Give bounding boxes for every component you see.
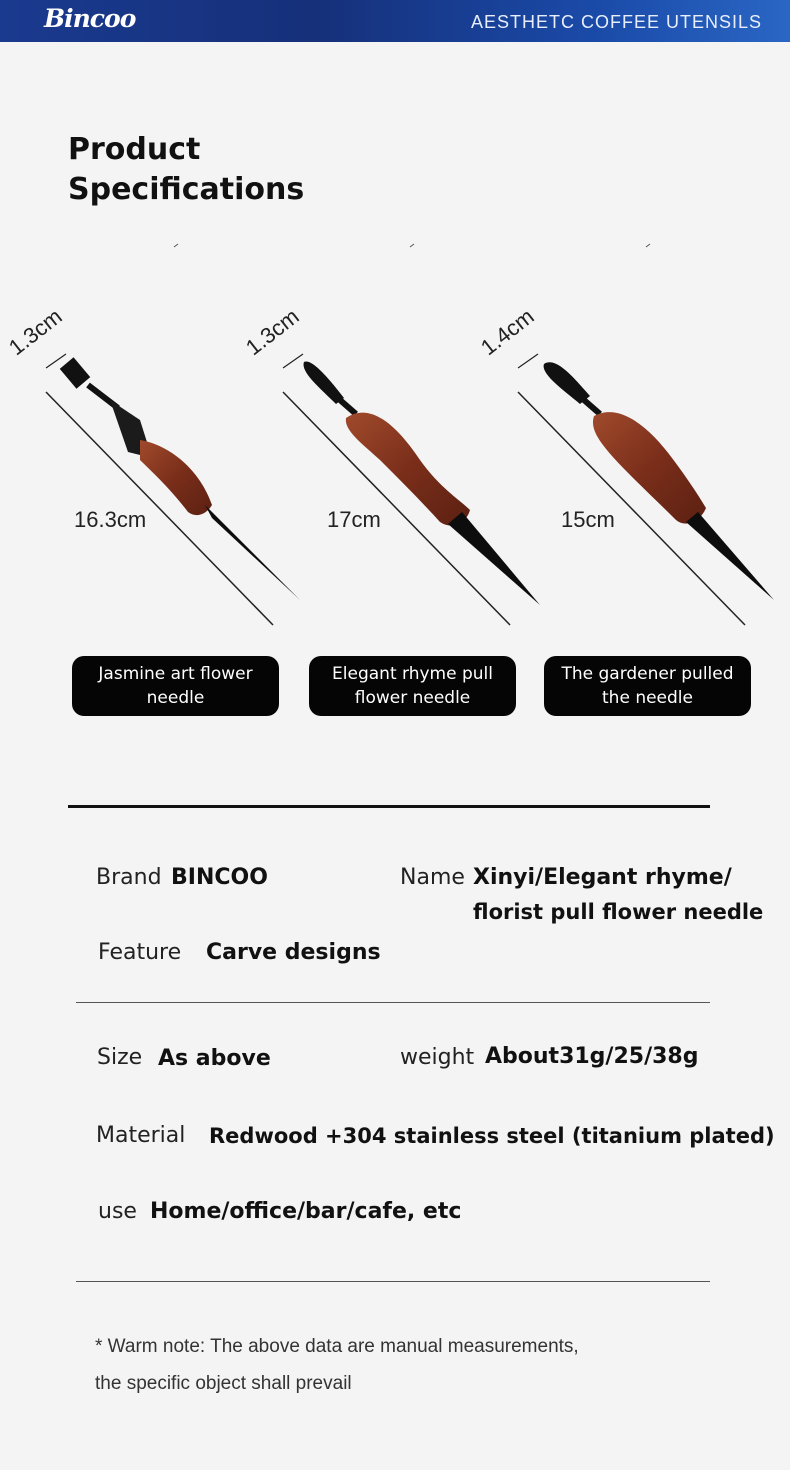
length-label-3: 15cm <box>561 507 615 532</box>
length-line-2 <box>283 392 510 625</box>
tick-mark-2 <box>410 244 414 247</box>
material-value: Redwood +304 stainless steel (titanium plated) <box>209 1124 775 1148</box>
header-tagline: AESTHETC COFFEE UTENSILS <box>470 12 762 32</box>
point-3 <box>686 512 774 600</box>
brand-logo[interactable]: Bincoo <box>44 4 136 33</box>
length-label-1: 16.3cm <box>74 507 147 532</box>
tick-mark-3 <box>646 244 650 247</box>
width-label-3: 1.4cm <box>475 303 539 361</box>
name-label: Name <box>400 865 465 890</box>
weight-value: About31g/25/38g <box>485 1044 699 1069</box>
use-label: use <box>98 1199 137 1224</box>
product-name-pill-3[interactable]: The gardener pulled the needle <box>544 656 751 716</box>
needle-gardener <box>518 354 774 625</box>
tick-mark-1 <box>174 244 178 247</box>
width-line-3 <box>518 354 538 368</box>
neck-2 <box>340 400 356 414</box>
point-1 <box>205 505 300 600</box>
feature-label: Feature <box>98 940 182 965</box>
feature-value: Carve designs <box>206 940 381 965</box>
use-value: Home/office/bar/cafe, etc <box>150 1199 462 1224</box>
material-label: Material <box>96 1123 186 1148</box>
neck-3 <box>584 400 600 414</box>
handle-1 <box>140 440 212 515</box>
product-name-pill-2[interactable]: Elegant rhyme pull flower needle <box>309 656 516 716</box>
needle-jasmine <box>46 354 300 625</box>
name-value-line2: florist pull flower needle <box>473 900 764 924</box>
product-name-pill-1[interactable]: Jasmine art flower needle <box>72 656 279 716</box>
width-label-2: 1.3cm <box>240 303 304 361</box>
width-label-1: 1.3cm <box>3 303 67 361</box>
tip-head-1 <box>60 357 91 388</box>
point-2 <box>448 512 540 605</box>
size-label: Size <box>97 1045 143 1070</box>
width-line-2 <box>283 354 303 368</box>
section-divider-top <box>68 805 710 808</box>
needle-elegant <box>283 354 540 625</box>
page-title <box>68 130 304 210</box>
warm-note <box>95 1328 579 1402</box>
section-divider-middle <box>76 1002 710 1003</box>
header-bar <box>0 0 790 42</box>
size-value: As above <box>158 1046 271 1071</box>
section-divider-bottom <box>76 1281 710 1282</box>
tip-head-3 <box>544 362 590 404</box>
length-label-2: 17cm <box>327 507 381 532</box>
brand-label: Brand <box>96 865 162 890</box>
weight-label: weight <box>400 1045 475 1070</box>
width-line-1 <box>46 354 66 368</box>
page-title-line1: Product <box>68 132 201 167</box>
warm-note-line2: the specific object shall prevail <box>95 1373 352 1394</box>
warm-note-line1: * Warm note: The above data are manual measurements, <box>95 1336 579 1357</box>
product-illustrations <box>0 220 790 640</box>
tip-head-2 <box>304 362 344 404</box>
brand-value: BINCOO <box>171 865 268 890</box>
page-title-line2: Specifications <box>68 172 305 207</box>
name-value-line1: Xinyi/Elegant rhyme/ <box>473 865 732 890</box>
